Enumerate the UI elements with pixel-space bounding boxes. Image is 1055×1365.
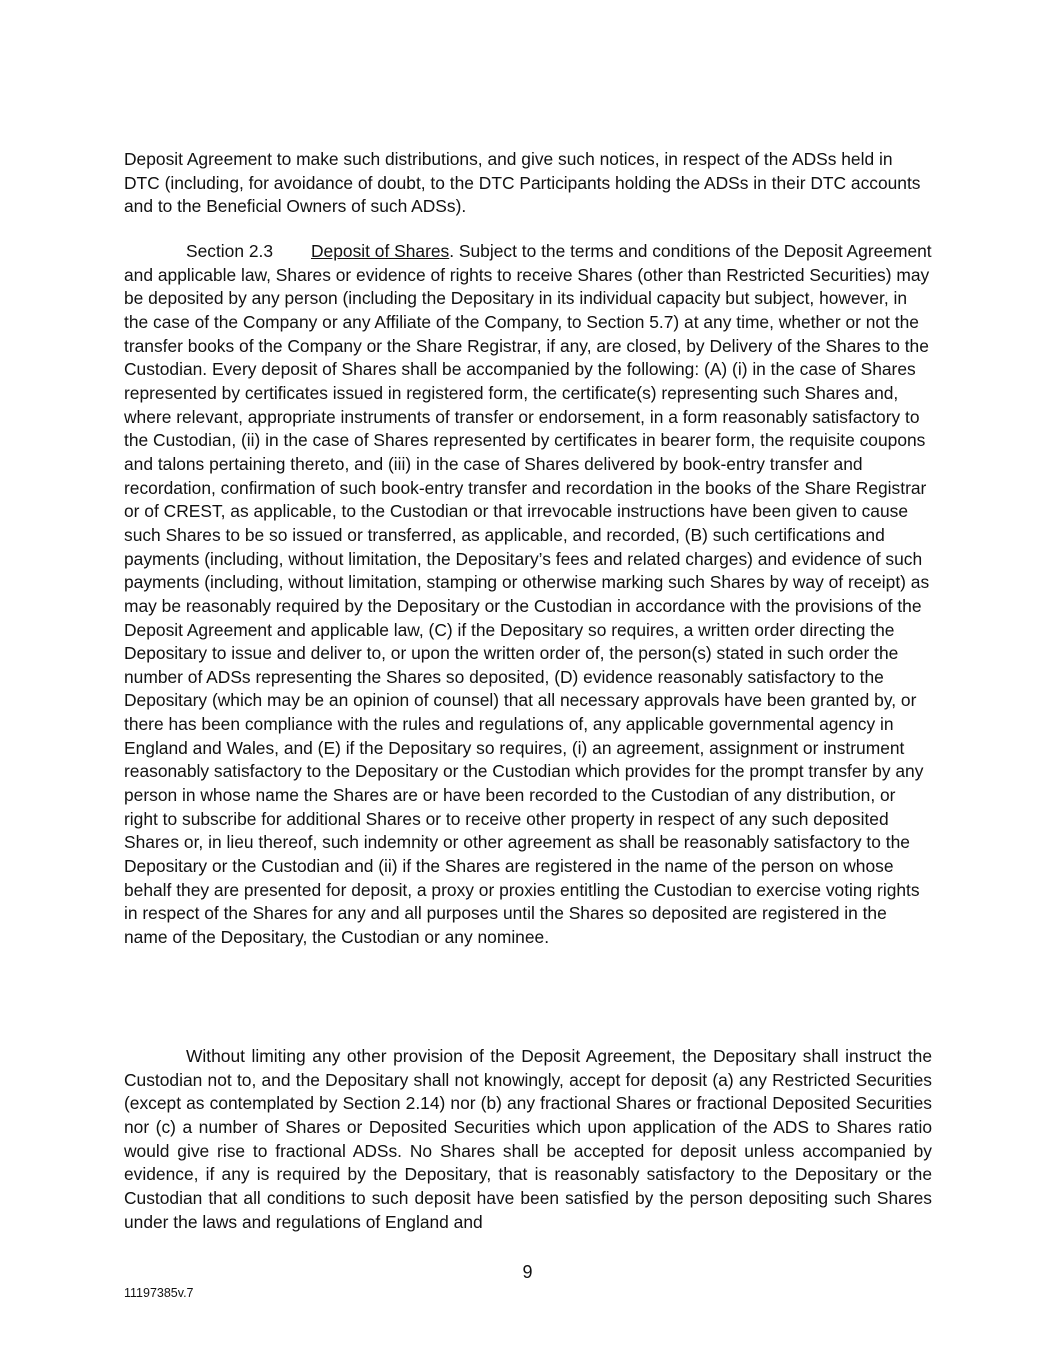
document-id: 11197385v.7 — [124, 1286, 194, 1300]
continuation-paragraph: Deposit Agreement to make such distributions, and give such notices, in respect of the ADSs held in DTC (including, for avoidance of doubt, to the DTC Participants holding the ADSs in their DTC accounts and to the Beneficial Owners of such ADSs). — [124, 149, 921, 217]
limiting-paragraph-text: Without limiting any other provision of the Deposit Agreement, the Depositary shall instruct the Custodian not to, and the Depositary shall not knowingly, accept for deposit (a) any Restricted Securities (except as contemplated by Section 2.14) nor (b) any fractional Shares or fractional Deposited Securities nor (c) a number of Shares or Deposited Securities which upon application of the ADS to Shares ratio would give rise to fractional ADSs. No Shares shall be accepted for deposit unless accompanied by evidence, if any is required by the Depositary, that is reasonably satisfactory to the Depositary or the Custodian that all conditions to such deposit have been satisfied by the person depositing such Shares under the laws and regulations of England and — [124, 1046, 932, 1232]
limiting-paragraph — [124, 1045, 932, 1234]
section-2-3-paragraph — [124, 240, 932, 950]
section-title: Deposit of Shares — [311, 241, 450, 261]
section-body: . Subject to the terms and conditions of the Deposit Agreement and applicable law, Shares or evidence of rights to receive Shares (other than Restricted Securities) may be deposited by any person (including the Depositary in its individual capacity but subject, however, in the case of the Company or any Affiliate of the Company, to Section 5.7) at any time, whether or not the transfer books of the Company or the Share Registrar, if any, are closed, by Delivery of the Shares to the Custodian. Every deposit of Shares shall be accompanied by the following: (A) (i) in the case of Shares represented by certificates issued in registered form, the certificate(s) representing such Shares and, where relevant, appropriate instruments of transfer or endorsement, in a form reasonably satisfactory to the Custodian, (ii) in the case of Shares represented by certificates in bearer form, the requisite coupons and talons pertaining thereto, and (iii) in the case of Shares delivered by book-entry transfer and recordation, confirmation of such book-entry transfer and recordation in the books of the Share Registrar or of CREST, as applicable, to the Custodian or that irrevocable instructions have been given to cause such Shares to be so issued or transferred, as applicable, and recorded, (B) such certifications and payments (including, without limitation, the Depositary’s fees and related charges) and evidence of such payments (including, without limitation, stamping or otherwise marking such Shares by way of receipt) as may be reasonably required by the Depositary or the Custodian in accordance with the provisions of the Deposit Agreement and applicable law, (C) if the Depositary so requires, a written order directing the Depositary to issue and deliver to, or upon the written order of, the person(s) stated in such order the number of ADSs representing the Shares so deposited, (D) evidence reasonably satisfactory to the Depositary (which may be an opinion of counsel) that all necessary approvals have been granted by, or there has been compliance with the rules and regulations of, any applicable governmental agency in England and Wales, and (E) if the Depositary so requires, (i) an agreement, assignment or instrument reasonably satisfactory to the Depositary or the Custodian which provides for the prompt transfer by any person in whose name the Shares are or have been recorded to the Custodian of any distribution, or right to subscribe for additional Shares or to receive other property in respect of any such deposited Shares or, in lieu thereof, such indemnity or other agreement as shall be reasonably satisfactory to the Depositary or the Custodian and (ii) if the Shares are registered in the name of the person on whose behalf they are presented for deposit, a proxy or proxies entitling the Custodian to exercise voting rights in respect of the Shares for any and all purposes until the Shares so deposited are registered in the name of the Depositary, the Custodian or any nominee. — [124, 241, 932, 948]
page-number: 9 — [522, 1262, 533, 1282]
section-number: Section 2.3 — [186, 241, 274, 261]
